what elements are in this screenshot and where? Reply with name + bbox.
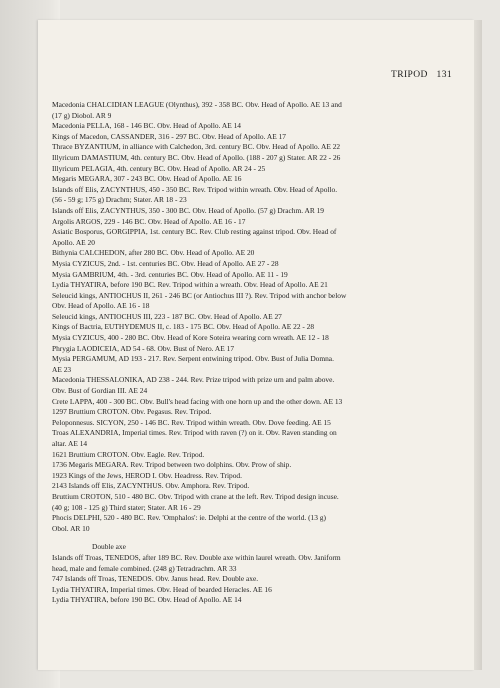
entry-line: 1923 Kings of the Jews, HEROD I. Obv. Headress. Rev. Tripod. <box>52 470 242 480</box>
entry-line: head, male and female combined. (248 g) Tetradrachm. AR 33 <box>52 563 237 573</box>
entry-line: Peloponnesus. SICYON, 250 - 146 BC. Rev. Tripod within wreath. Obv. Dove feeding. AE 15 <box>52 417 331 427</box>
entry-line: Mysia CYZICUS, 2nd. - 1st. centuries BC. Obv. Head of Apollo. AE 27 - 28 <box>52 258 279 268</box>
entry-line: Phocis DELPHI, 520 - 480 BC. Rev. 'Omphalos': ie. Delphi at the centre of the world. (13 g) <box>52 513 326 523</box>
entry-line: Bithynia CALCHEDON, after 280 BC. Obv. Head of Apollo. AE 20 <box>52 248 255 258</box>
entry-line: Mysia CYZICUS, 400 - 280 BC. Obv. Head of Kore Soteira wearing corn wreath. AE 12 - 18 <box>52 333 329 343</box>
entry-line: Mysia PERGAMUM, AD 193 - 217. Rev. Serpent entwining tripod. Obv. Bust of Julia Domna. <box>52 354 334 364</box>
entry-line: Obv. Head of Apollo. AE 16 - 18 <box>52 301 150 311</box>
entry-line: Asiatic Bosporus, GORGIPPIA, 1st. century BC. Rev. Club resting against tripod. Obv. Head of <box>52 227 337 237</box>
entry-line: Lydia THYATIRA, before 190 BC. Rev. Tripod within a wreath. Obv. Head of Apollo. AE 21 <box>52 280 328 290</box>
entry-line: Islands off Troas, TENEDOS, after 189 BC. Rev. Double axe within laurel wreath. Obv. Janiform <box>52 552 341 562</box>
book-page <box>38 20 474 670</box>
entry-line: (40 g; 108 - 125 g) Third stater; Stater. AR 16 - 29 <box>52 502 201 512</box>
entry-line: Obol. AR 10 <box>52 523 90 533</box>
entry-line: 1297 Bruttium CROTON. Obv. Pegasus. Rev. Tripod. <box>52 407 212 417</box>
entry-line: Argolis ARGOS, 229 - 146 BC. Obv. Head of Apollo. AE 16 - 17 <box>52 216 246 226</box>
entry-line: Lydia THYATIRA, Imperial times. Obv. Head of bearded Heracles. AE 16 <box>52 584 272 594</box>
entry-line: Apollo. AE 20 <box>52 237 95 247</box>
entry-line: altar. AE 14 <box>52 439 88 448</box>
entry-line: 1621 Bruttium CROTON. Obv. Eagle. Rev. Tripod. <box>52 449 205 459</box>
entry-line: Macedonia THESSALONIKA, AD 238 - 244. Rev. Prize tripod with prize urn and palm above. <box>52 375 335 385</box>
entry-line: Illyricum DAMASTIUM, 4th. century BC. Obv. Head of Apollo. (188 - 207 g) Stater. AR 22 - 26 <box>52 152 341 162</box>
entry-line: Seleucid kings, ANTIOCHUS III, 223 - 187 BC. Obv. Head of Apollo. AE 27 <box>52 311 282 321</box>
entry-line: Megaris MEGARA, 307 - 243 BC. Obv. Head of Apollo. AE 16 <box>52 174 242 184</box>
page-number: 131 <box>436 70 452 80</box>
entry-line: Obv. Bust of Gordian III. AE 24 <box>52 386 148 396</box>
entry-list <box>52 100 460 606</box>
entry-line: 2143 Islands off Elis, ZACYNTHUS. Obv. Amphora. Rev. Tripod. <box>52 481 250 491</box>
entry-line: AE 23 <box>52 364 72 374</box>
header-title: TRIPOD <box>391 70 428 80</box>
entry-line: Islands off Elis, ZACYNTHUS, 350 - 300 BC. Obv. Head of Apollo. (57 g) Drachm. AR 19 <box>52 205 324 215</box>
entry-line: 1736 Megaris MEGARA. Rev. Tripod between two dolphins. Obv. Prow of ship. <box>52 460 292 470</box>
page-edge <box>474 20 482 670</box>
entry-line: Phrygia LAODICEIA, AD 54 - 68. Obv. Bust of Nero. AE 17 <box>52 343 235 353</box>
entry-line: Seleucid kings, ANTIOCHUS II, 261 - 246 BC (or Antiochus III ?). Rev. Tripod with anchor below <box>52 290 347 300</box>
entry-line: Troas ALEXANDRIA, Imperial times. Rev. Tripod with raven (?) on it. Obv. Raven standing on <box>52 428 337 438</box>
entry-line: Crete LAPPA, 400 - 300 BC. Obv. Bull's head facing with one horn up and the other down. AE 13 <box>52 396 343 406</box>
running-header <box>391 70 452 80</box>
entry-line: Thrace BYZANTIUM, in alliance with Calchedon, 3rd. century BC. Obv. Head of Apollo. AE 22 <box>52 142 341 152</box>
entry-line: Bruttium CROTON, 510 - 480 BC. Obv. Tripod with crane at the left. Rev. Tripod design incuse. <box>52 491 339 501</box>
entry-line: (17 g) Diobol. AR 9 <box>52 110 112 120</box>
section-heading: Double axe <box>92 542 126 552</box>
entry-line: Macedonia CHALCIDIAN LEAGUE (Olynthus), 392 - 358 BC. Obv. Head of Apollo. AE 13 and <box>52 100 342 109</box>
entry-line: Macedonia PELLA, 168 - 146 BC. Obv. Head of Apollo. AE 14 <box>52 121 241 131</box>
entry-line: Mysia GAMBRIUM, 4th. - 3rd. centuries BC. Obv. Head of Apollo. AE 11 - 19 <box>52 269 288 279</box>
entry-line: Illyricum PELAGIA, 4th. century BC. Obv. Head of Apollo. AR 24 - 25 <box>52 163 266 173</box>
entry-line: Islands off Elis, ZACYNTHUS, 450 - 350 BC. Rev. Tripod within wreath. Obv. Head of Apollo. <box>52 184 338 194</box>
entry-line: 747 Islands off Troas, TENEDOS. Obv. Janus head. Rev. Double axe. <box>52 574 259 584</box>
entry-line: (56 - 59 g; 175 g) Drachm; Stater. AR 18 - 23 <box>52 195 187 205</box>
entry-line: Kings of Bactria, EUTHYDEMUS II, c. 183 - 175 BC. Obv. Head of Apollo. AE 22 - 28 <box>52 322 315 332</box>
entry-line: Lydia THYATIRA, before 190 BC. Obv. Head of Apollo. AE 14 <box>52 595 242 605</box>
entry-line: Kings of Macedon, CASSANDER, 316 - 297 BC. Obv. Head of Apollo. AE 17 <box>52 131 286 141</box>
